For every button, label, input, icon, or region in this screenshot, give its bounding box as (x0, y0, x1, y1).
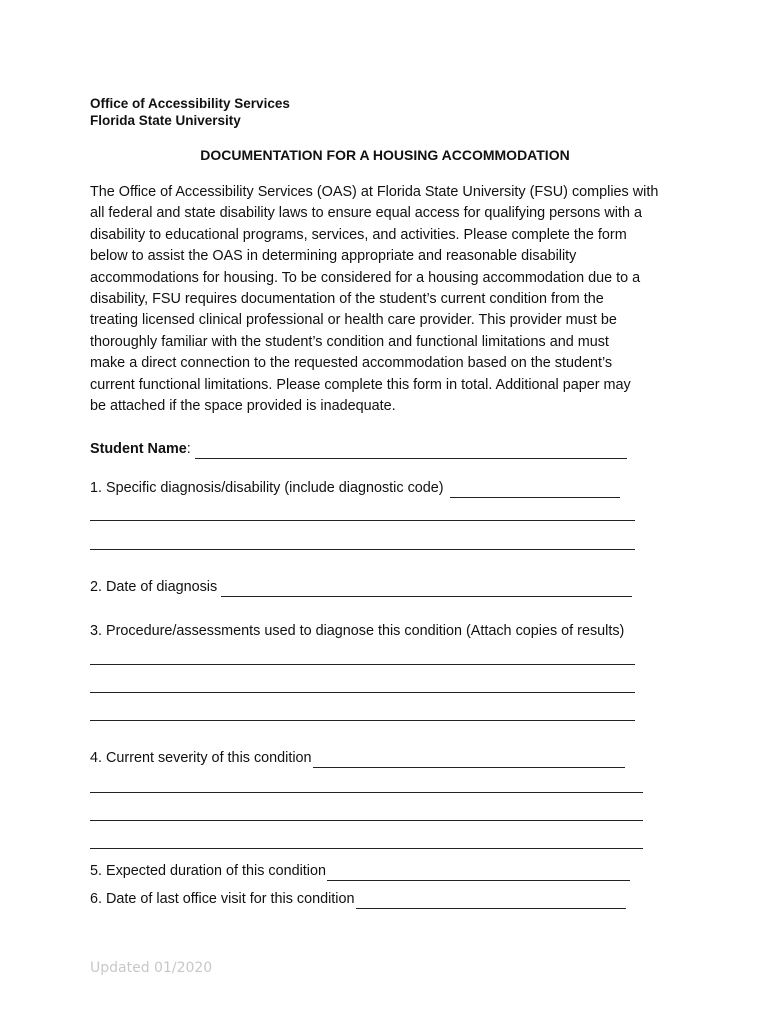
student-name-input-line[interactable] (195, 442, 627, 459)
intro-line: be attached if the space provided is inadequate. (90, 398, 396, 415)
intro-line: accommodations for housing. To be considered for a housing accommodation due to a (90, 269, 641, 286)
q4-blank-line[interactable] (90, 848, 643, 849)
q4-input-line[interactable] (313, 751, 625, 768)
q1-label: 1. Specific diagnosis/disability (include diagnostic code) (90, 480, 444, 496)
q3-label: 3. Procedure/assessments used to diagnose this condition (Attach copies of results) (90, 623, 625, 639)
q1-blank-line[interactable] (90, 549, 635, 550)
university-name: Florida State University (90, 113, 241, 128)
q4-blank-line[interactable] (90, 792, 643, 793)
q3-blank-line[interactable] (90, 692, 635, 693)
q3-blank-line[interactable] (90, 720, 635, 721)
q5-row (90, 861, 630, 881)
intro-line: all federal and state disability laws to ensure equal access for qualifying persons with a (90, 205, 642, 222)
q5-label: 5. Expected duration of this condition (90, 863, 326, 879)
updated-date-footer: Updated 01/2020 (90, 960, 213, 976)
q4-row (90, 748, 625, 768)
q4-label: 4. Current severity of this condition (90, 750, 312, 766)
q1-row (90, 478, 620, 498)
q4-blank-line[interactable] (90, 820, 643, 821)
form-title: DOCUMENTATION FOR A HOUSING ACCOMMODATION (200, 147, 570, 163)
q1-input-line[interactable] (450, 481, 620, 498)
intro-line: disability, FSU requires documentation of the student’s current condition from the (90, 291, 604, 308)
intro-line: make a direct connection to the requested accommodation based on the student’s (90, 355, 613, 372)
intro-paragraph (90, 182, 690, 417)
q2-row (90, 577, 632, 597)
q2-input-line[interactable] (221, 580, 632, 597)
intro-line: below to assist the OAS in determining appropriate and reasonable disability (90, 248, 577, 265)
intro-line: treating licensed clinical professional or health care provider. This provider must be (90, 312, 617, 329)
student-name-row (90, 439, 627, 459)
q1-blank-line[interactable] (90, 520, 635, 521)
q3-blank-line[interactable] (90, 664, 635, 665)
office-name: Office of Accessibility Services (90, 96, 290, 111)
q2-label: 2. Date of diagnosis (90, 579, 218, 595)
student-name-colon: : (186, 441, 191, 457)
q6-label: 6. Date of last office visit for this condition (90, 891, 355, 907)
student-name-label: Student Name (90, 441, 187, 457)
intro-line: current functional limitations. Please complete this form in total. Additional paper may (90, 376, 631, 393)
intro-line: thoroughly familiar with the student’s condition and functional limitations and must (90, 333, 609, 350)
intro-line: The Office of Accessibility Services (OAS) at Florida State University (FSU) complies with (90, 184, 659, 200)
q5-input-line[interactable] (327, 864, 630, 881)
q6-row (90, 889, 626, 909)
q3-row (90, 621, 624, 641)
q6-input-line[interactable] (356, 892, 626, 909)
intro-line: disability to educational programs, services, and activities. Please complete the form (90, 226, 627, 243)
